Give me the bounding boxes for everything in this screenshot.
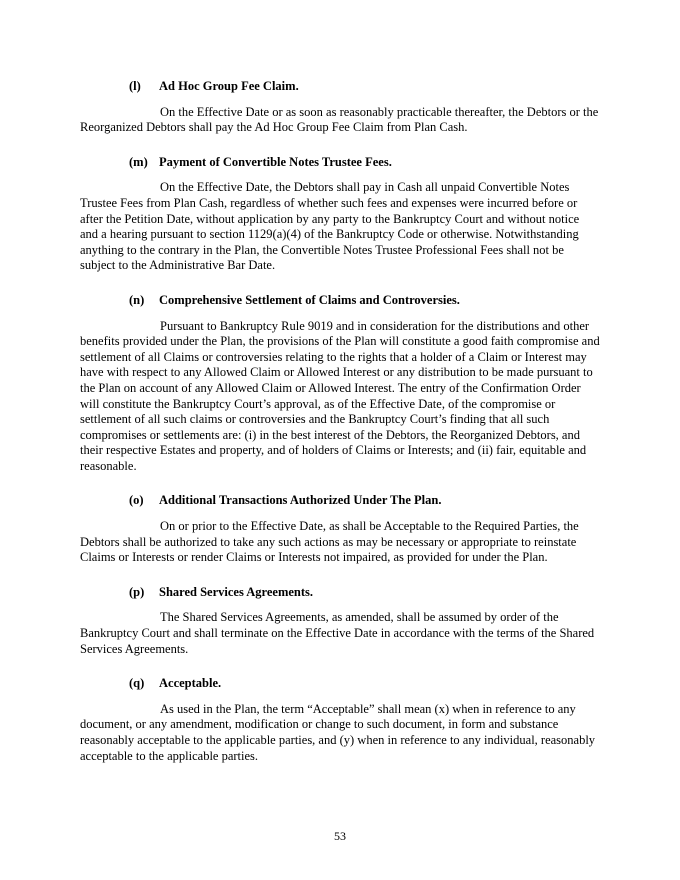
- section-title: Ad Hoc Group Fee Claim.: [159, 79, 299, 93]
- section-heading: [80, 155, 600, 171]
- section-body: Pursuant to Bankruptcy Rule 9019 and in consideration for the distributions and other benefits provided under the Plan, the provisions of the Plan will constitute a good faith compromise and settlement of all Claims or controversies relating to the rights that a holder of a Claim or Interest may have with respect to any Allowed Claim or Allowed Interest or any distribution to be made pursuant to the Plan on account of any Allowed Claim or Allowed Interest. The entry of the Confirmation Order will constitute the Bankruptcy Court’s approval, as of the Effective Date, of the compromise or settlement of all such claims or controversies and the Bankruptcy Court’s finding that all such compromises or settlements are: (i) in the best interest of the Debtors, the Reorganized Debtors, and their respective Estates and property, and of holders of Claims or Interests; and (ii) fair, equitable and reasonable.: [80, 318, 600, 473]
- section-title: Comprehensive Settlement of Claims and Controversies.: [159, 292, 460, 307]
- page-number: 53: [334, 829, 346, 843]
- section-heading: [80, 79, 600, 95]
- section-letter: (o): [129, 493, 144, 508]
- section-letter: (n): [129, 292, 145, 307]
- section-letter: (q): [129, 676, 145, 691]
- section-body: On or prior to the Effective Date, as shall be Acceptable to the Required Parties, the Debtors shall be authorized to take any such actions as may be necessary or appropriate to reinstate Claims or Interests or render Claims or Interests not impaired, as provided for under the Plan.: [80, 519, 579, 565]
- section-heading: [80, 676, 600, 692]
- section-letter: (l): [129, 79, 141, 93]
- section-heading: [80, 293, 600, 309]
- section-title: Payment of Convertible Notes Trustee Fees.: [159, 154, 392, 169]
- section-p: [80, 585, 600, 657]
- section-n: [80, 293, 600, 475]
- section-letter: (m): [129, 154, 148, 169]
- section-title: Additional Transactions Authorized Under The Plan.: [159, 493, 442, 508]
- section-l: [80, 79, 600, 136]
- section-o: [80, 493, 600, 565]
- section-letter: (p): [129, 584, 145, 599]
- section-body: On the Effective Date, the Debtors shall pay in Cash all unpaid Convertible Notes Trustee Fees from Plan Cash, regardless of whether such fees and expenses were incurred before or after the Petition Date, without application by any party to the Bankruptcy Court and without notice and a hearing pursuant to section 1129(a)(4) of the Bankruptcy Code or otherwise. Notwithstanding anything to the contrary in the Plan, the Convertible Notes Trustee Professional Fees shall not be subject to the Administrative Bar Date.: [80, 180, 580, 273]
- document-page: [80, 79, 600, 783]
- section-title: Shared Services Agreements.: [159, 584, 314, 599]
- section-heading: [80, 493, 600, 509]
- section-m: [80, 155, 600, 274]
- section-body: As used in the Plan, the term “Acceptable” shall mean (x) when in reference to any document, or any amendment, modification or change to such document, in form and substance reasonably acceptable to the applicable parties, and (y) when in reference to any individual, reasonably acceptable to the applicable parties.: [80, 701, 596, 763]
- section-body: The Shared Services Agreements, as amended, shall be assumed by order of the Bankruptcy Court and shall terminate on the Effective Date in accordance with the terms of the Shared Services Agreements.: [80, 610, 595, 656]
- section-body: On the Effective Date or as soon as reasonably practicable thereafter, the Debtors or the Reorganized Debtors shall pay the Ad Hoc Group Fee Claim from Plan Cash.: [80, 104, 599, 135]
- section-title: Acceptable.: [159, 676, 222, 691]
- section-q: [80, 676, 600, 764]
- section-heading: [80, 585, 600, 601]
